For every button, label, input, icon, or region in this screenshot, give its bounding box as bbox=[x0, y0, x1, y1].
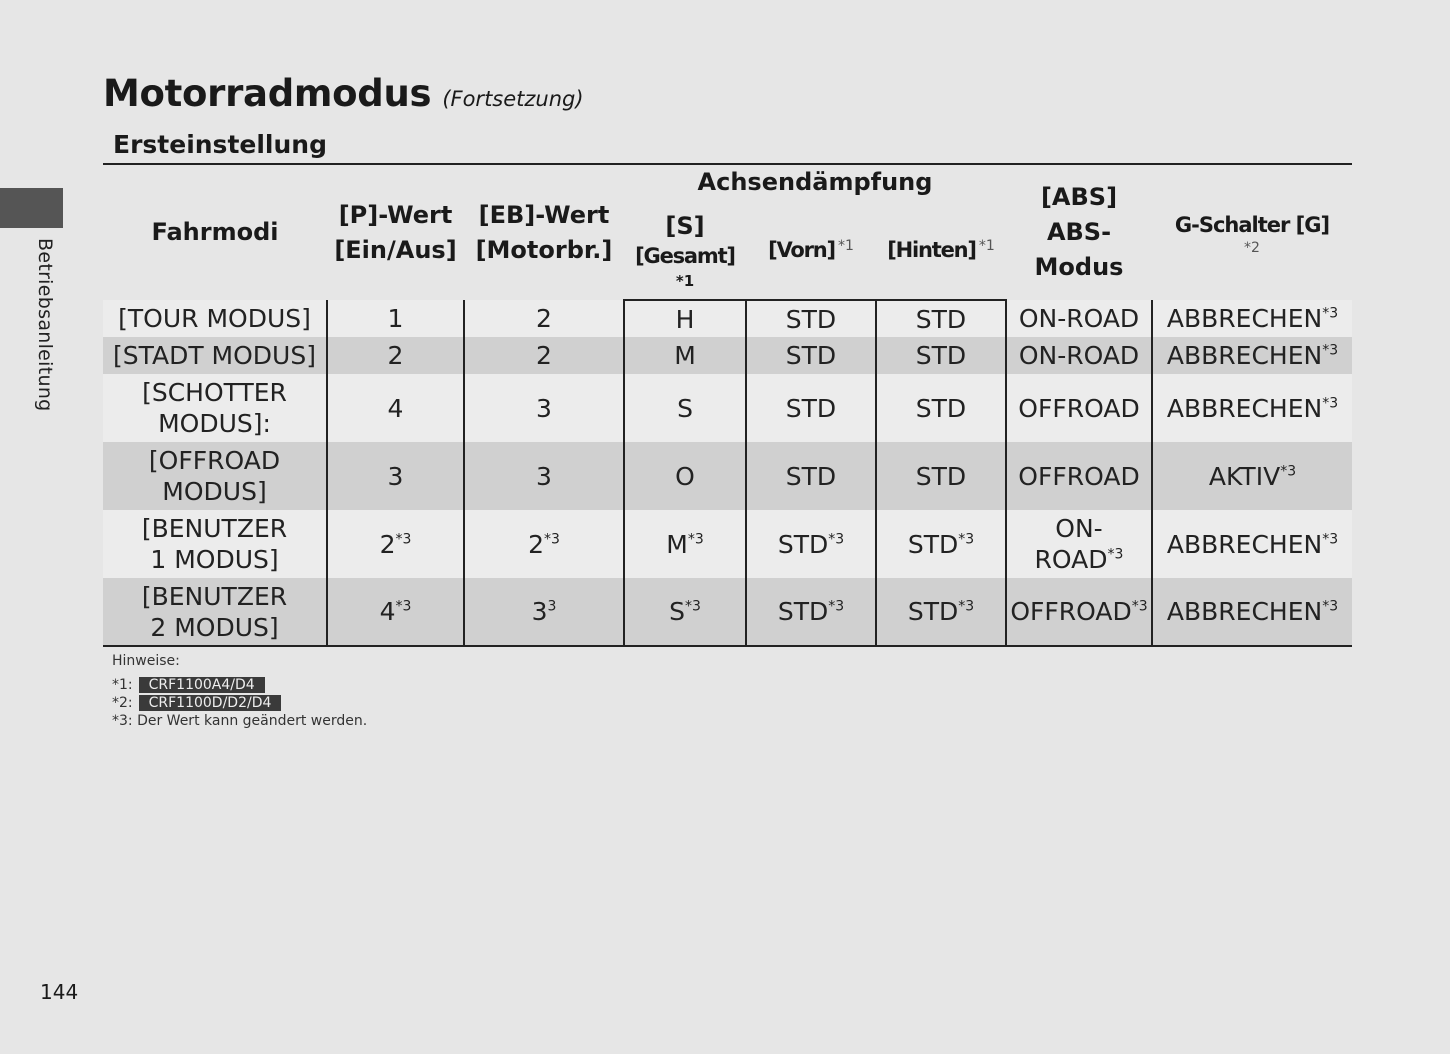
header-abs bbox=[1006, 165, 1152, 300]
page-number: 144 bbox=[40, 980, 79, 1004]
value: S bbox=[669, 597, 685, 626]
cell-s bbox=[624, 374, 746, 442]
cell-mode bbox=[103, 442, 327, 510]
value-line2: ROAD bbox=[1034, 545, 1108, 574]
cell-hinten bbox=[876, 510, 1006, 578]
section-tab-marker bbox=[0, 188, 63, 228]
value: 4 bbox=[379, 597, 396, 626]
value: STD bbox=[785, 393, 837, 423]
page-title-suffix: (Fortsetzung) bbox=[442, 87, 584, 111]
cell-vorn bbox=[746, 300, 876, 337]
footnotes bbox=[112, 652, 367, 730]
footnote-mark: *3 bbox=[1322, 598, 1339, 615]
value: STD bbox=[907, 597, 959, 626]
value: ON-ROAD bbox=[1018, 304, 1140, 333]
cell-s bbox=[624, 578, 746, 646]
cell-abs bbox=[1006, 337, 1152, 374]
value: ON- bbox=[1055, 514, 1103, 543]
table-row bbox=[103, 374, 1352, 442]
value: 1 bbox=[387, 304, 404, 333]
page-title-main: Motorradmodus bbox=[103, 72, 432, 115]
header-p-wert-line1: [P]-Wert bbox=[338, 200, 453, 229]
mode-line1: [BENUTZER bbox=[141, 581, 288, 611]
value: ABBRECHEN bbox=[1166, 597, 1323, 626]
cell-mode bbox=[103, 374, 327, 442]
cell-eb bbox=[464, 374, 624, 442]
value: STD bbox=[915, 304, 967, 334]
value: 4 bbox=[387, 393, 404, 423]
mode-line2: MODUS]: bbox=[158, 409, 271, 438]
header-s-line2: [Gesamt] bbox=[635, 244, 735, 268]
cell-vorn bbox=[746, 442, 876, 510]
value: M bbox=[674, 341, 696, 370]
header-eb-wert-line2: [Motorbr.] bbox=[475, 235, 613, 264]
footnote-2 bbox=[112, 694, 367, 712]
value: OFFROAD bbox=[1018, 461, 1140, 491]
footnote-mark: *3 bbox=[1107, 546, 1124, 563]
cell-p bbox=[327, 442, 464, 510]
header-gschalter-label: G-Schalter [G] bbox=[1174, 212, 1330, 237]
cell-gschalter bbox=[1152, 300, 1352, 337]
value: 2 bbox=[536, 341, 552, 370]
value: O bbox=[675, 461, 695, 491]
cell-abs bbox=[1006, 442, 1152, 510]
footnote-1 bbox=[112, 676, 367, 694]
cell-abs bbox=[1006, 578, 1152, 646]
table-row bbox=[103, 300, 1352, 337]
section-subtitle: Ersteinstellung bbox=[113, 130, 327, 159]
mode-line2: 2 MODUS] bbox=[150, 612, 279, 642]
value: ABBRECHEN bbox=[1166, 529, 1323, 559]
footnote-mark: *3 bbox=[395, 598, 412, 615]
value: STD bbox=[785, 341, 837, 370]
value: OFFROAD bbox=[1018, 393, 1140, 423]
cell-eb bbox=[464, 337, 624, 374]
value: STD bbox=[907, 529, 959, 559]
header-abs-line3: Modus bbox=[1034, 253, 1124, 281]
mode-line2: MODUS] bbox=[162, 477, 267, 506]
header-eb-wert-line1: [EB]-Wert bbox=[478, 200, 610, 229]
cell-hinten bbox=[876, 578, 1006, 646]
mode-line2: 1 MODUS] bbox=[150, 545, 279, 574]
value: 3 bbox=[531, 597, 548, 626]
cell-eb bbox=[464, 442, 624, 510]
value: 3 bbox=[536, 393, 552, 423]
cell-gschalter bbox=[1152, 374, 1352, 442]
cell-p bbox=[327, 510, 464, 578]
header-hinten-label: [Hinten] bbox=[887, 237, 976, 262]
cell-vorn bbox=[746, 510, 876, 578]
value: 3 bbox=[387, 461, 404, 491]
value: 2 bbox=[528, 529, 544, 559]
header-vorn-note: *1 bbox=[837, 238, 854, 255]
footnote-mark: *3 bbox=[543, 531, 560, 548]
footnote-2-prefix: *2: bbox=[112, 695, 133, 711]
cell-p bbox=[327, 337, 464, 374]
footnote-mark: *3 bbox=[958, 598, 975, 615]
footnote-mark: *3 bbox=[687, 531, 704, 548]
cell-hinten bbox=[876, 337, 1006, 374]
cell-p bbox=[327, 374, 464, 442]
table-row bbox=[103, 442, 1352, 510]
cell-gschalter bbox=[1152, 337, 1352, 374]
value: M bbox=[666, 529, 688, 559]
value: STD bbox=[785, 304, 837, 334]
cell-gschalter bbox=[1152, 578, 1352, 646]
mode-line1: [STADT MODUS] bbox=[113, 341, 316, 370]
cell-eb bbox=[464, 300, 624, 337]
cell-abs bbox=[1006, 510, 1152, 578]
value: 2 bbox=[387, 341, 404, 370]
value: 2 bbox=[379, 529, 396, 559]
footnote-mark: *3 bbox=[1131, 598, 1148, 615]
footnote-mark: *3 bbox=[1280, 463, 1297, 480]
footnote-mark: *3 bbox=[1322, 342, 1339, 359]
value: 3 bbox=[536, 461, 552, 491]
cell-p bbox=[327, 300, 464, 337]
value: STD bbox=[915, 341, 967, 370]
header-s-note: *1 bbox=[675, 272, 695, 290]
cell-vorn bbox=[746, 578, 876, 646]
model-tag: CRF1100A4/D4 bbox=[139, 677, 265, 693]
header-abs-line1: [ABS] bbox=[1040, 183, 1118, 211]
header-eb-wert bbox=[464, 165, 624, 300]
value: ABBRECHEN bbox=[1166, 304, 1323, 333]
footnote-mark: *3 bbox=[828, 598, 845, 615]
value: ON-ROAD bbox=[1018, 341, 1140, 370]
cell-s bbox=[624, 337, 746, 374]
header-p-wert bbox=[327, 165, 464, 300]
footnote-3: *3: Der Wert kann geändert werden. bbox=[112, 713, 368, 729]
cell-eb bbox=[464, 578, 624, 646]
footnote-mark: *3 bbox=[1322, 531, 1339, 548]
table-row bbox=[103, 337, 1352, 374]
footnote-mark: *3 bbox=[395, 531, 412, 548]
header-fahrmodi: Fahrmodi bbox=[151, 218, 279, 246]
value: AKTIV bbox=[1208, 461, 1281, 491]
header-p-wert-line2: [Ein/Aus] bbox=[334, 235, 457, 264]
table-row bbox=[103, 510, 1352, 578]
footnote-1-prefix: *1: bbox=[112, 677, 133, 693]
mode-line1: [BENUTZER bbox=[141, 514, 288, 543]
cell-hinten bbox=[876, 442, 1006, 510]
value: S bbox=[677, 393, 693, 423]
cell-vorn bbox=[746, 374, 876, 442]
value: STD bbox=[915, 393, 967, 423]
header-gschalter-note: *2 bbox=[1244, 239, 1260, 256]
header-vorn bbox=[746, 200, 876, 300]
header-hinten bbox=[876, 200, 1006, 300]
side-section-label: Betriebsanleitung bbox=[34, 238, 56, 412]
header-s-line1: [S] bbox=[665, 212, 705, 240]
value: STD bbox=[785, 461, 837, 491]
value: ABBRECHEN bbox=[1166, 393, 1323, 423]
cell-mode bbox=[103, 337, 327, 374]
mode-line1: [SCHOTTER bbox=[142, 378, 287, 407]
cell-hinten bbox=[876, 300, 1006, 337]
header-vorn-label: [Vorn] bbox=[768, 237, 835, 262]
mode-settings-table bbox=[103, 165, 1352, 647]
cell-vorn bbox=[746, 337, 876, 374]
cell-eb bbox=[464, 510, 624, 578]
footnote-mark: *3 bbox=[828, 531, 845, 548]
footnote-mark: *3 bbox=[958, 531, 975, 548]
page-title bbox=[103, 72, 584, 115]
cell-abs bbox=[1006, 300, 1152, 337]
value: STD bbox=[777, 597, 829, 626]
model-tag: CRF1100D/D2/D4 bbox=[139, 695, 282, 711]
footnote-mark: *3 bbox=[684, 598, 701, 615]
value: STD bbox=[915, 461, 967, 491]
cell-hinten bbox=[876, 374, 1006, 442]
value: ABBRECHEN bbox=[1166, 341, 1323, 370]
cell-mode bbox=[103, 300, 327, 337]
value: 2 bbox=[536, 304, 552, 333]
cell-s bbox=[624, 300, 746, 337]
value: OFFROAD bbox=[1010, 597, 1132, 626]
header-s-gesamt bbox=[624, 200, 746, 300]
cell-abs bbox=[1006, 374, 1152, 442]
mode-line1: [TOUR MODUS] bbox=[118, 304, 311, 333]
cell-gschalter bbox=[1152, 442, 1352, 510]
footnote-mark: 3 bbox=[547, 598, 557, 615]
value: H bbox=[675, 304, 695, 334]
cell-gschalter bbox=[1152, 510, 1352, 578]
cell-mode bbox=[103, 578, 327, 646]
header-hinten-note: *1 bbox=[978, 238, 995, 255]
mode-line1: [OFFROAD bbox=[148, 446, 281, 475]
cell-s bbox=[624, 510, 746, 578]
table-row bbox=[103, 578, 1352, 646]
footnotes-heading: Hinweise: bbox=[112, 653, 180, 669]
header-achsendaempfung: Achsendämpfung bbox=[697, 168, 933, 196]
footnote-mark: *3 bbox=[1322, 305, 1339, 322]
cell-s bbox=[624, 442, 746, 510]
value: STD bbox=[777, 529, 829, 559]
footnote-mark: *3 bbox=[1322, 395, 1339, 412]
cell-p bbox=[327, 578, 464, 646]
header-gschalter bbox=[1152, 165, 1352, 300]
header-abs-line2: ABS- bbox=[1046, 218, 1112, 246]
cell-mode bbox=[103, 510, 327, 578]
